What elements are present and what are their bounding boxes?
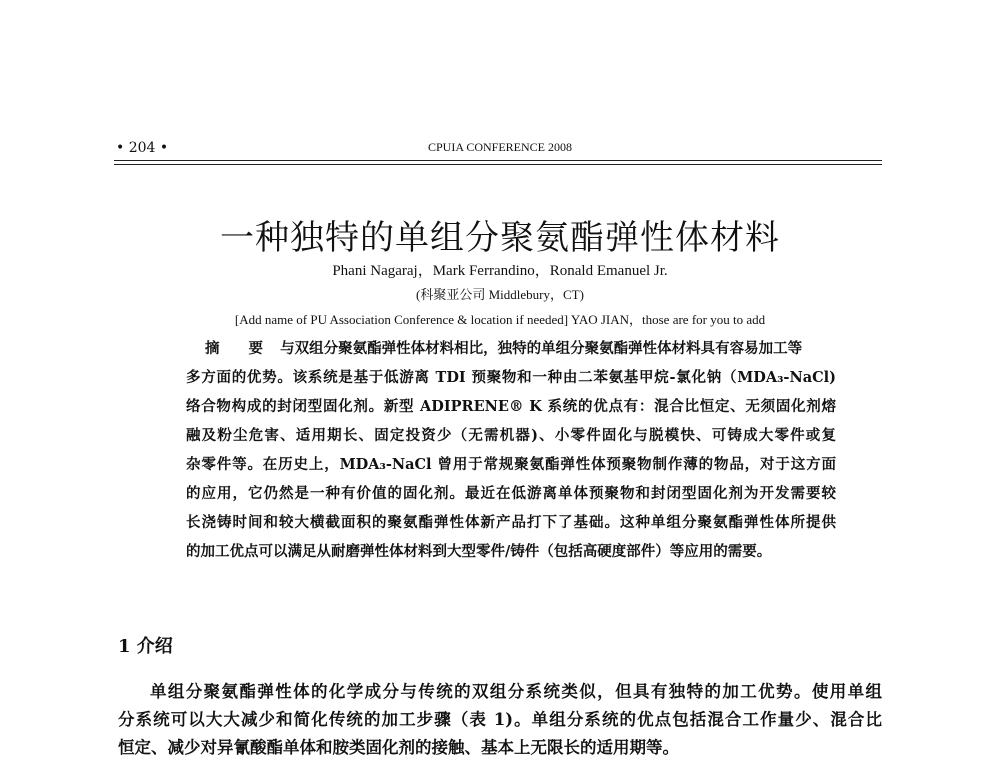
editor-note: [Add name of PU Association Conference & location if needed] YAO JIAN，those are for you to add (234, 312, 766, 327)
abstract-line: 多方面的优势。该系统是基于低游离 TDI 预聚物和一种由二苯氨基甲烷-氯化钠（MDA₃-NaCl) (186, 369, 836, 386)
paper-title: 一种独特的单组分聚氨酯弹性体材料 (220, 218, 780, 258)
section-heading: 1 介绍 (118, 636, 173, 657)
abstract-line: 络合物构成的封闭型固化剂。新型 ADIPRENE® K 系统的优点有：混合比恒定、无须固化剂熔 (186, 398, 836, 415)
authors: Phani Nagaraj，Mark Ferrandino，Ronald Emanuel Jr. (332, 263, 668, 279)
body-line: 单组分聚氨酯弹性体的化学成分与传统的双组分系统类似，但具有独特的加工优势。使用单组 (150, 682, 882, 701)
header-rule (114, 160, 882, 161)
abstract-line (205, 337, 836, 358)
header-rule-thin (114, 164, 882, 165)
abstract-line: 融及粉尘危害、适用期长、固定投资少（无需机器)、小零件固化与脱模快、可铸成大零件或复 (186, 427, 836, 444)
abstract-line: 长浇铸时间和较大横截面积的聚氨酯弹性体新产品打下了基础。这种单组分聚氨酯弹性体所提供 (186, 514, 836, 531)
abstract-label: 摘 要 (205, 340, 276, 357)
abstract-text: 与双组分聚氨酯弹性体材料相比，独特的单组分聚氨酯弹性体材料具有容易加工等 (280, 340, 803, 357)
abstract-line: 的加工优点可以满足从耐磨弹性体材料到大型零件/铸件（包括高硬度部件）等应用的需要。 (186, 543, 772, 560)
abstract-line: 杂零件等。在历史上，MDA₃-NaCl 曾用于常规聚氨酯弹性体预聚物制作薄的物品，对于这方面 (186, 456, 836, 473)
affiliation: (科聚亚公司 Middlebury，CT) (416, 287, 584, 302)
body-line: 恒定、减少对异氰酸酯单体和胺类固化剂的接触、基本上无限长的适用期等。 (118, 738, 679, 757)
page-number: • 204 • (116, 140, 169, 156)
abstract-line: 的应用，它仍然是一种有价值的固化剂。最近在低游离单体预聚物和封闭型固化剂为开发需要较 (186, 485, 836, 502)
body-line: 分系统可以大大减少和简化传统的加工步骤（表 1)。单组分系统的优点包括混合工作量少、混合比 (118, 710, 882, 729)
running-header: CPUIA CONFERENCE 2008 (427, 140, 573, 154)
